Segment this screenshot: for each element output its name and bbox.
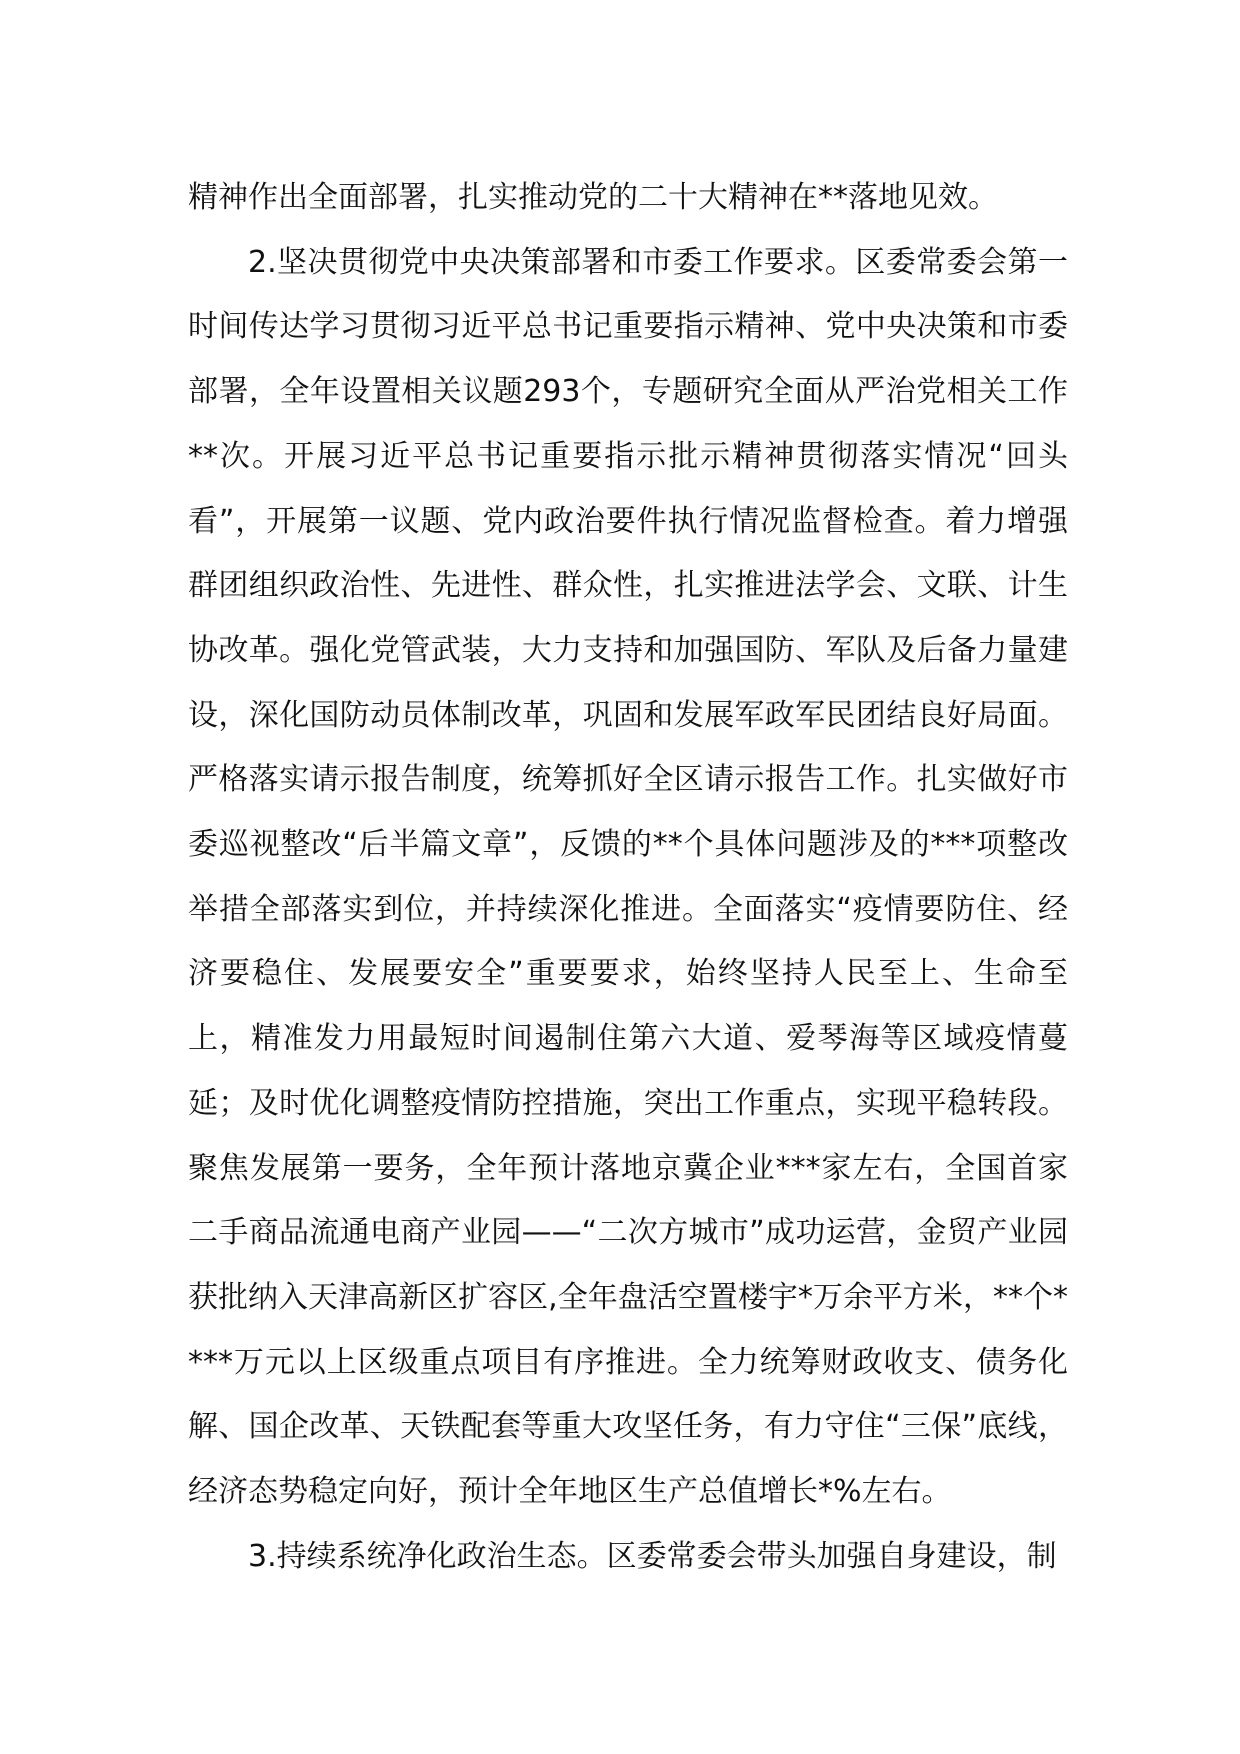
paragraph-section-2: 2.坚决贯彻党中央决策部署和市委工作要求。区委常委会第一时间传达学习贯彻习近平总书记重要指示精神、党中央决策和市委部署，全年设置相关议题293个，专题研究全面从严治党相关工作**次。开展习近平总书记重要指示批示精神贯彻落实情况“回头看”，开展第一议题、党内政治要件执行情况监督检查。着力增强群团组织政治性、先进性、群众性，扎实推进法学会、文联、计生协改革。强化党管武装，大力支持和加强国防、军队及后备力量建设，深化国防动员体制改革，巩固和发展军政军民团结良好局面。严格落实请示报告制度，统筹抓好全区请示报告工作。扎实做好市委巡视整改“后半篇文章”，反馈的**个具体问题涉及的***项整改举措全部落实到位，并持续深化推进。全面落实“疫情要防住、经济要稳住、发展要安全”重要要求，始终坚持人民至上、生命至上，精准发力用最短时间遏制住第六大道、爱琴海等区域疫情蔓延；及时优化调整疫情防控措施，突出工作重点，实现平稳转段。聚焦发展第一要务，全年预计落地京冀企业***家左右，全国首家二手商品流通电商产业园——“二次方城市”成功运营，金贸产业园获批纳入天津高新区扩容区,全年盘活空置楼宇*万余平方米，**个****万元以上区级重点项目有序推进。全力统筹财政收支、债务化解、国企改革、天铁配套等重大攻坚任务，有力守住“三保”底线，经济态势稳定向好，预计全年地区生产总值增长*%左右。 [188, 244, 1068, 1510]
document-body [188, 166, 1068, 1589]
paragraph-continuation: 精神作出全面部署，扎实推动党的二十大精神在**落地见效。 [188, 180, 998, 215]
paragraph-section-3: 3.持续系统净化政治生态。区委常委会带头加强自身建设，制 [248, 1538, 1057, 1574]
